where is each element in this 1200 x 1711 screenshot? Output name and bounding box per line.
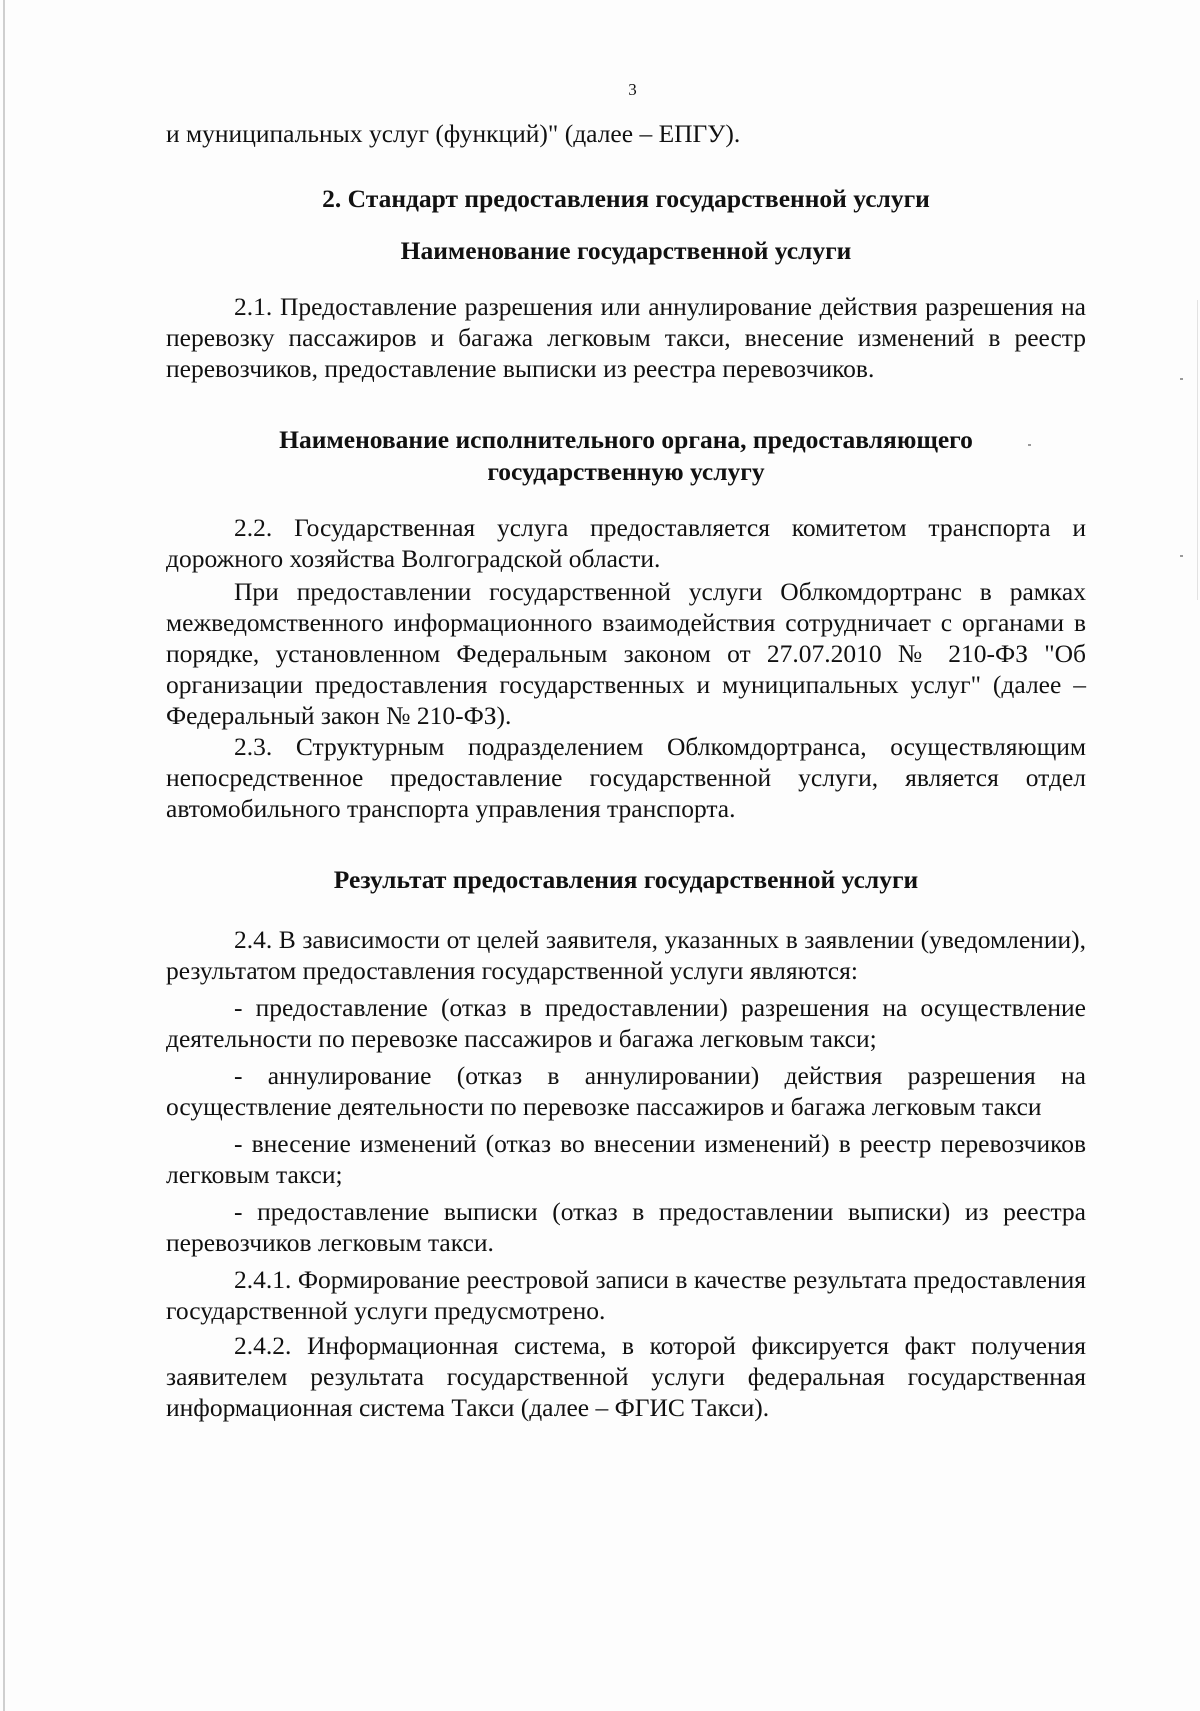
scan-edge-left [3, 0, 5, 1711]
heading-result: Результат предоставления государственной услуги [333, 865, 919, 894]
paragraph-2-4: 2.4. В зависимости от целей заявителя, указанных в заявлении (уведомлении), результатом предоставления государственной услуги являются: [166, 925, 1086, 985]
paragraph-2-1: 2.1. Предоставление разрешения или аннулирование действия разрешения на перевозку пассажиров и багажа легковым такси, внесение изменений в реестр перевозчиков, предоставление выписки из реестра перевозчиков. [166, 292, 1086, 383]
page-number: 3 [628, 80, 637, 99]
scan-speck [1180, 555, 1183, 557]
paragraph-2-2-continued: При предоставлении государственной услуги Облкомдортранс в рамках межведомственного информационного взаимодействия сотрудничает с органами в порядке, установленном Федеральным законом от 27.07.2010 № 210-ФЗ "Об организации предоставления государственных и муниципальных услуг" (далее – Федеральный закон № 210-ФЗ). [166, 577, 1086, 730]
scan-edge-right [1197, 300, 1198, 600]
list-item: - аннулирование (отказ в аннулировании) действия разрешения на осуществление деятельности по перевозке пассажиров и багажа легковым такси [166, 1061, 1086, 1121]
heading-service-name: Наименование государственной услуги [400, 236, 852, 265]
intro-line: и муниципальных услуг (функций)" (далее – ЕПГУ). [166, 119, 741, 148]
paragraph-2-3: 2.3. Структурным подразделением Облкомдортранса, осуществляющим непосредственное предоставление государственной услуги, является отдел автомобильного транспорта управления транспорта. [166, 732, 1086, 823]
paragraph-2-2: 2.2. Государственная услуга предоставляется комитетом транспорта и дорожного хозяйства Волгоградской области. [166, 513, 1086, 573]
heading-executive-body: Наименование исполнительного органа, предоставляющего государственную услугу [279, 425, 973, 486]
paragraph-2-4-1: 2.4.1. Формирование реестровой записи в качестве результата предоставления государственной услуги предусмотрено. [166, 1265, 1086, 1325]
list-item: - предоставление (отказ в предоставлении) разрешения на осуществление деятельности по перевозке пассажиров и багажа легковым такси; [166, 993, 1086, 1053]
paragraph-2-4-2: 2.4.2. Информационная система, в которой фиксируется факт получения заявителем результата государственной услуги федеральная государственная информационная система Такси (далее – ФГИС Такси). [166, 1331, 1086, 1422]
scan-speck [1180, 378, 1183, 380]
list-item: - внесение изменений (отказ во внесении изменений) в реестр перевозчиков легковым такси; [166, 1129, 1086, 1189]
list-item: - предоставление выписки (отказ в предоставлении выписки) из реестра перевозчиков легковым такси. [166, 1197, 1086, 1257]
document-body [166, 118, 1086, 1423]
section-title: 2. Стандарт предоставления государственной услуги [322, 184, 930, 213]
